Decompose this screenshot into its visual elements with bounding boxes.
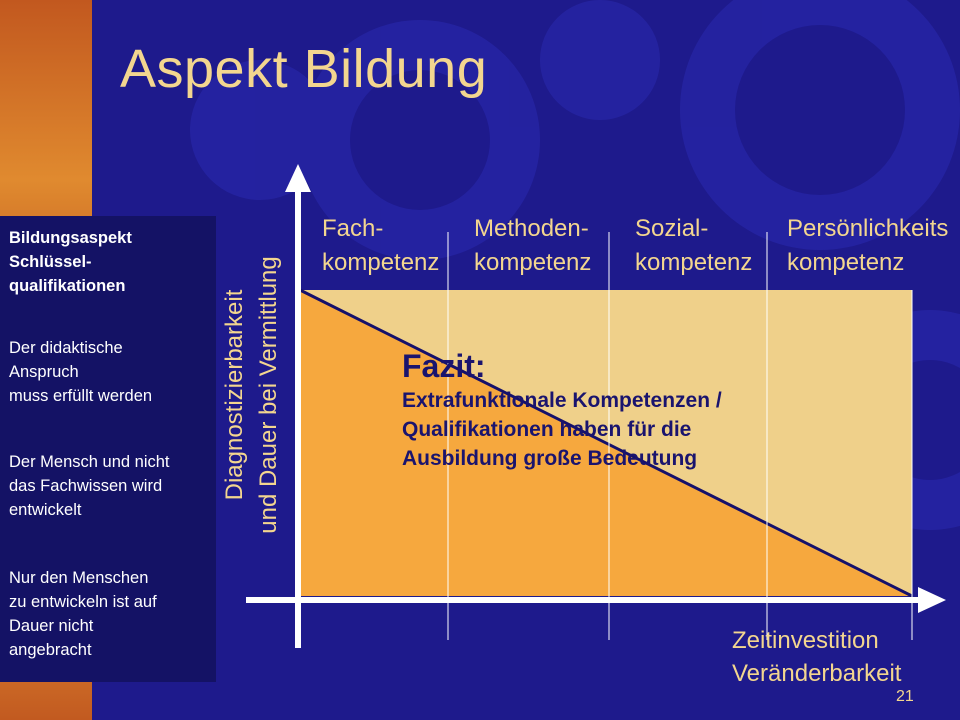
slide-title: Aspekt Bildung xyxy=(120,39,488,99)
fazit-line: Ausbildung große Bedeutung xyxy=(402,447,698,470)
y-axis-arrow xyxy=(285,164,311,192)
sidebar-paragraph-1: Der didaktische Anspruch muss erfüllt werden xyxy=(9,339,153,405)
column-label-persoenlichkeitskompetenz: Persönlichkeits kompetenz xyxy=(787,215,949,276)
sidebar-notes xyxy=(0,216,216,682)
column-label-fachkompetenz: Fach- kompetenz xyxy=(322,215,440,276)
sidebar-paragraph-2: Der Mensch und nicht das Fachwissen wird entwickelt xyxy=(9,453,170,519)
fazit-line: Qualifikationen haben für die xyxy=(402,418,692,441)
column-label-methodenkompetenz: Methoden- kompetenz xyxy=(474,215,592,276)
column-label-sozialkompetenz: Sozial- kompetenz xyxy=(635,215,753,276)
y-axis-label: Diagnostizierbarkeit und Dauer bei Vermittlung xyxy=(221,256,282,534)
fazit-block xyxy=(402,346,722,473)
fazit-line: Extrafunktionale Kompetenzen / xyxy=(402,389,722,412)
x-axis-arrow xyxy=(918,587,946,613)
fazit-heading: Fazit: xyxy=(402,348,486,384)
x-axis-label: Zeitinvestition Veränderbarkeit xyxy=(732,627,902,687)
sidebar-heading: Bildungsaspekt Schlüssel- qualifikationen xyxy=(9,229,132,295)
sidebar-paragraph-3: Nur den Menschen zu entwickeln ist auf Dauer nicht angebracht xyxy=(9,569,157,659)
page-number: 21 xyxy=(896,688,914,705)
